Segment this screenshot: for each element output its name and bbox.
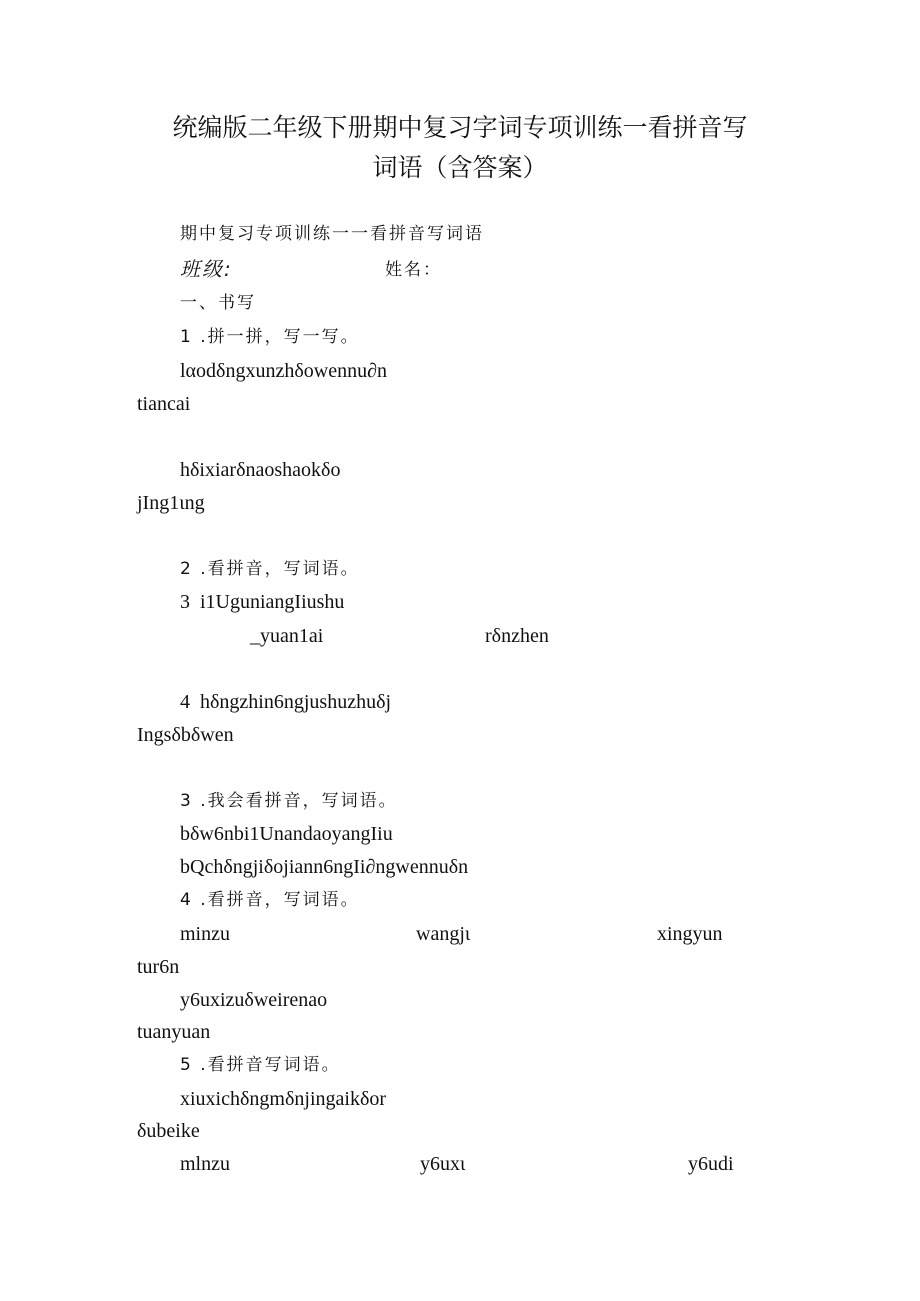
section-heading-writing: 一、书写 — [180, 293, 256, 313]
q2-item3b: _yuan1ai — [250, 625, 324, 647]
q4-word-wangji: wangjι — [416, 923, 471, 945]
q1-pinyin-line1: lαodδngxunzhδowennu∂n — [180, 360, 387, 382]
q5-pinyin-line2: δubeike — [137, 1120, 200, 1142]
question-5-heading: 5 .看拼音写词语。 — [180, 1055, 341, 1075]
question-3-heading: 3 .我会看拼音，写词语。 — [180, 791, 398, 811]
question-4-heading: 4 .看拼音，写词语。 — [180, 890, 360, 910]
subtitle: 期中复习专项训练一一看拼音写词语 — [180, 224, 484, 244]
document-title-line1: 统编版二年级下册期中复习字词专项训练一看拼音写 — [172, 113, 748, 142]
q2-item3: 3 i1UguniangIiushu — [180, 591, 345, 613]
q5-word-youxi: y6uxι — [420, 1153, 466, 1175]
q4-word-xingyun: xingyun — [657, 923, 723, 945]
q1-pinyin-line2: tiancai — [137, 393, 191, 415]
q4-word-minzu: minzu — [180, 923, 230, 945]
q2-item3c: rδnzhen — [485, 625, 549, 647]
class-label: 班级: — [180, 257, 233, 281]
q5-word-youdi: y6udi — [688, 1153, 734, 1175]
document-title-line2: 词语（含答案） — [372, 153, 548, 182]
q5-word-minzu: mlnzu — [180, 1153, 230, 1175]
q1-pinyin-line3: hδixiarδnaoshaokδo — [180, 459, 341, 481]
q2-item4: 4 hδngzhin6ngjushuzhuδj — [180, 691, 392, 713]
q4-pinyin-line3: y6uxizuδweirenao — [180, 989, 328, 1011]
question-1-heading: 1 .拼一拼，写一写。 — [180, 327, 360, 347]
q1-pinyin-line4: jIng1ιng — [137, 492, 205, 514]
q4-word-turen: tur6n — [137, 956, 180, 978]
q2-item4b: Ingsδbδwen — [137, 724, 234, 746]
question-2-heading: 2 .看拼音，写词语。 — [180, 559, 360, 579]
name-label: 姓名： — [385, 260, 442, 280]
q4-word-tuanyuan: tuanyuan — [137, 1021, 211, 1043]
q3-pinyin-line2: bQchδngjiδojiann6ngIi∂ngwennuδn — [180, 856, 469, 878]
q3-pinyin-line1: bδw6nbi1UnandaoyangIiu — [180, 823, 393, 845]
q5-pinyin-line1: xiuxichδngmδnjingaikδor — [180, 1088, 387, 1110]
